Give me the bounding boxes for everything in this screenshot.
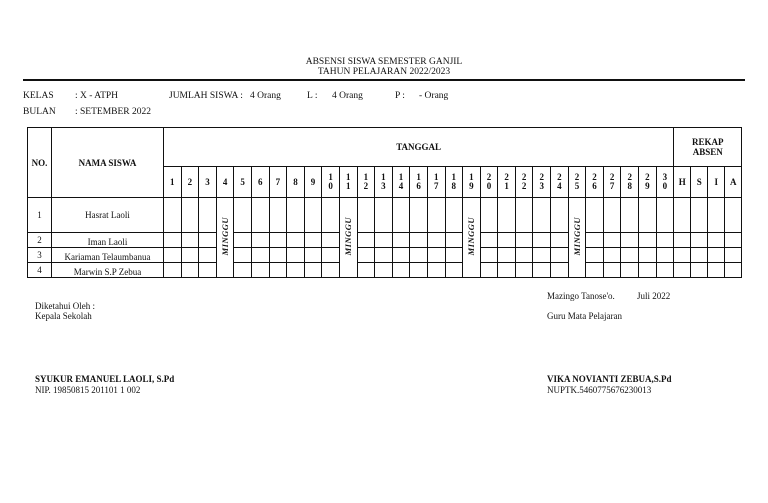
attendance-cell[interactable] — [639, 233, 657, 248]
day-digit: 2 — [627, 172, 632, 182]
attendance-cell[interactable] — [639, 198, 657, 233]
day-header — [181, 167, 199, 198]
day-header — [322, 167, 340, 198]
rekap-cell[interactable] — [691, 233, 708, 248]
day-digit: 2 — [592, 172, 597, 182]
day-digit: 9 — [310, 176, 316, 187]
day-digit: 1 — [170, 176, 175, 187]
day-header — [533, 167, 551, 198]
attendance-cell[interactable] — [410, 198, 428, 233]
day-header — [357, 167, 375, 198]
rekap-col-header: A — [725, 167, 742, 198]
day-digit: 1 — [363, 172, 369, 182]
attendance-cell[interactable] — [164, 248, 182, 263]
rekap-col-header: I — [708, 167, 725, 198]
day-header — [375, 167, 393, 198]
day-digit: 2 — [539, 172, 545, 182]
rekap-cell[interactable] — [691, 198, 708, 233]
rekap-cell[interactable] — [708, 248, 725, 263]
day-header — [463, 167, 481, 198]
day-digit: 1 — [469, 172, 474, 182]
day-digit: 8 — [627, 181, 632, 191]
student-name: Hasrat Laoli — [52, 198, 164, 233]
day-digit: 2 — [574, 172, 580, 182]
table-row — [28, 198, 742, 233]
attendance-cell[interactable] — [392, 233, 410, 248]
place-label: Mazingo Tanose'o. — [547, 291, 615, 301]
day-digit: 4 — [557, 181, 562, 191]
attendance-cell[interactable] — [498, 233, 516, 248]
day-digit: 5 — [240, 176, 245, 187]
kelas-label: KELAS — [23, 91, 54, 101]
attendance-cell[interactable] — [427, 263, 445, 278]
attendance-cell[interactable] — [533, 263, 551, 278]
attendance-cell[interactable] — [357, 198, 375, 233]
attendance-cell[interactable] — [269, 198, 287, 233]
day-header — [586, 167, 604, 198]
day-header — [287, 167, 305, 198]
attendance-cell[interactable] — [515, 263, 533, 278]
day-digit: 1 — [451, 172, 457, 182]
day-header — [427, 167, 445, 198]
attendance-cell[interactable] — [551, 198, 569, 233]
minggu-cell — [216, 198, 234, 278]
attendance-cell[interactable] — [375, 233, 393, 248]
attendance-cell[interactable] — [410, 263, 428, 278]
attendance-cell[interactable] — [656, 233, 674, 248]
attendance-cell[interactable] — [515, 233, 533, 248]
attendance-cell[interactable] — [251, 233, 269, 248]
day-digit: 1 — [398, 172, 404, 182]
minggu-label: MINGGU — [343, 217, 354, 256]
attendance-cell[interactable] — [199, 263, 217, 278]
attendance-cell[interactable] — [181, 248, 199, 263]
day-header — [410, 167, 428, 198]
table-row — [28, 248, 742, 263]
jumlah-siswa-value: 4 Orang — [250, 91, 281, 101]
rekap-col-header: S — [691, 167, 708, 198]
attendance-cell[interactable] — [392, 248, 410, 263]
day-header — [234, 167, 252, 198]
day-digit: 2 — [521, 172, 527, 182]
attendance-cell[interactable] — [164, 198, 182, 233]
rekap-cell[interactable] — [674, 198, 691, 233]
day-digit: 9 — [469, 181, 474, 191]
attendance-cell[interactable] — [234, 233, 252, 248]
attendance-cell[interactable] — [375, 263, 393, 278]
attendance-cell[interactable] — [427, 233, 445, 248]
day-header — [639, 167, 657, 198]
document-title: ABSENSI SISWA SEMESTER GANJIL — [305, 57, 463, 67]
attendance-cell[interactable] — [480, 198, 498, 233]
day-digit: 0 — [662, 181, 668, 191]
attendance-cell[interactable] — [603, 198, 621, 233]
attendance-cell[interactable] — [287, 233, 305, 248]
attendance-cell[interactable] — [357, 233, 375, 248]
day-digit: 6 — [416, 181, 421, 191]
day-digit: 1 — [345, 172, 351, 182]
attendance-cell[interactable] — [304, 198, 322, 233]
attendance-cell[interactable] — [251, 248, 269, 263]
day-header — [480, 167, 498, 198]
attendance-cell[interactable] — [164, 233, 182, 248]
attendance-cell[interactable] — [586, 263, 604, 278]
attendance-cell[interactable] — [480, 233, 498, 248]
student-no: 2 — [28, 233, 52, 248]
attendance-cell[interactable] — [621, 263, 639, 278]
attendance-cell[interactable] — [445, 233, 463, 248]
rekap-cell[interactable] — [725, 198, 742, 233]
day-header — [216, 167, 234, 198]
day-header — [339, 167, 357, 198]
day-header — [621, 167, 639, 198]
attendance-cell[interactable] — [304, 233, 322, 248]
attendance-cell[interactable] — [181, 233, 199, 248]
table-row — [28, 263, 742, 278]
day-header — [515, 167, 533, 198]
attendance-cell[interactable] — [498, 248, 516, 263]
attendance-cell[interactable] — [322, 248, 340, 263]
rekap-cell[interactable] — [674, 248, 691, 263]
header-divider — [23, 79, 745, 81]
student-name: Kariaman Telaumbanua — [52, 248, 164, 263]
attendance-cell[interactable] — [304, 248, 322, 263]
day-digit: 3 — [662, 172, 668, 182]
attendance-cell[interactable] — [533, 233, 551, 248]
day-digit: 4 — [398, 181, 404, 191]
day-digit: 2 — [645, 172, 650, 182]
day-digit: 1 — [328, 172, 333, 182]
attendance-table — [27, 127, 742, 278]
attendance-cell[interactable] — [164, 263, 182, 278]
day-digit: 1 — [416, 172, 421, 182]
attendance-cell[interactable] — [251, 198, 269, 233]
rekap-cell[interactable] — [674, 233, 691, 248]
attendance-cell[interactable] — [445, 248, 463, 263]
day-header — [199, 167, 217, 198]
attendance-cell[interactable] — [498, 263, 516, 278]
rekap-cell[interactable] — [708, 233, 725, 248]
attendance-cell[interactable] — [251, 263, 269, 278]
attendance-cell[interactable] — [322, 198, 340, 233]
attendance-cell[interactable] — [181, 198, 199, 233]
attendance-cell[interactable] — [199, 233, 217, 248]
day-digit: 3 — [539, 181, 545, 191]
attendance-cell[interactable] — [287, 198, 305, 233]
attendance-cell[interactable] — [304, 263, 322, 278]
bulan-label: BULAN — [23, 107, 56, 117]
day-digit: 2 — [486, 172, 492, 182]
day-digit: 5 — [574, 181, 580, 191]
attendance-cell[interactable] — [515, 248, 533, 263]
day-header — [568, 167, 586, 198]
attendance-cell[interactable] — [199, 198, 217, 233]
attendance-cell[interactable] — [533, 198, 551, 233]
rekap-label: REKAP — [691, 137, 724, 147]
day-header — [445, 167, 463, 198]
rekap-cell[interactable] — [674, 263, 691, 278]
rekap-cell[interactable] — [691, 263, 708, 278]
attendance-cell[interactable] — [480, 263, 498, 278]
day-header — [603, 167, 621, 198]
kelas-value: : X - ATPH — [75, 91, 119, 101]
attendance-cell[interactable] — [322, 263, 340, 278]
attendance-cell[interactable] — [269, 248, 287, 263]
attendance-cell[interactable] — [410, 248, 428, 263]
kepala-sekolah-label: Kepala Sekolah — [35, 311, 92, 321]
day-digit: 3 — [381, 181, 386, 191]
student-name: Marwin S.P Zebua — [52, 263, 164, 278]
attendance-cell[interactable] — [392, 198, 410, 233]
absen-label: ABSEN — [692, 147, 723, 157]
jumlah-siswa-label: JUMLAH SISWA : — [169, 91, 243, 101]
day-header — [551, 167, 569, 198]
attendance-cell[interactable] — [392, 263, 410, 278]
attendance-cell[interactable] — [586, 198, 604, 233]
day-digit: 1 — [345, 181, 351, 191]
attendance-cell[interactable] — [639, 248, 657, 263]
minggu-cell — [568, 198, 586, 278]
rekap-cell[interactable] — [691, 248, 708, 263]
day-header — [164, 167, 182, 198]
attendance-cell[interactable] — [603, 248, 621, 263]
day-digit: 3 — [205, 176, 210, 187]
attendance-cell[interactable] — [357, 248, 375, 263]
attendance-cell[interactable] — [410, 233, 428, 248]
attendance-cell[interactable] — [656, 198, 674, 233]
attendance-cell[interactable] — [375, 198, 393, 233]
attendance-cell[interactable] — [480, 248, 498, 263]
attendance-cell[interactable] — [551, 263, 569, 278]
nama-siswa-header: NAMA SISWA — [52, 128, 164, 198]
day-digit: 4 — [222, 176, 228, 187]
guru-name: VIKA NOVIANTI ZEBUA,S.Pd — [547, 374, 672, 384]
attendance-cell[interactable] — [427, 198, 445, 233]
minggu-label: MINGGU — [220, 217, 231, 256]
day-digit: 6 — [258, 176, 263, 187]
rekap-cell[interactable] — [725, 233, 742, 248]
day-digit: 8 — [451, 181, 457, 191]
minggu-label: MINGGU — [571, 217, 582, 256]
p-label: P : — [395, 91, 405, 101]
attendance-cell[interactable] — [515, 198, 533, 233]
day-digit: 1 — [381, 172, 386, 182]
day-digit: 7 — [275, 176, 281, 187]
rekap-absen-header — [674, 128, 742, 167]
attendance-cell[interactable] — [551, 248, 569, 263]
date-label: Juli 2022 — [637, 291, 671, 301]
guru-nuptk: NUPTK.5460775676230013 — [547, 385, 652, 395]
attendance-cell[interactable] — [199, 248, 217, 263]
table-row — [28, 233, 742, 248]
attendance-cell[interactable] — [287, 263, 305, 278]
rekap-cell[interactable] — [725, 263, 742, 278]
attendance-cell[interactable] — [586, 248, 604, 263]
day-digit: 2 — [557, 172, 562, 182]
attendance-cell[interactable] — [445, 198, 463, 233]
attendance-cell[interactable] — [621, 233, 639, 248]
day-digit: 7 — [433, 181, 439, 191]
kepala-sekolah-name: SYUKUR EMANUEL LAOLI, S.Pd — [35, 374, 175, 384]
kepala-sekolah-nip: NIP. 19850815 201101 1 002 — [35, 385, 141, 395]
day-header — [269, 167, 287, 198]
day-digit: 9 — [645, 181, 650, 191]
guru-role-label: Guru Mata Pelajaran — [547, 311, 622, 321]
day-digit: 2 — [609, 172, 615, 182]
day-header — [498, 167, 516, 198]
attendance-cell[interactable] — [287, 248, 305, 263]
attendance-cell[interactable] — [586, 233, 604, 248]
rekap-cell[interactable] — [708, 263, 725, 278]
attendance-cell[interactable] — [427, 248, 445, 263]
rekap-cell[interactable] — [725, 248, 742, 263]
document-subtitle: TAHUN PELAJARAN 2022/2023 — [317, 67, 451, 77]
attendance-cell[interactable] — [621, 248, 639, 263]
attendance-cell[interactable] — [639, 263, 657, 278]
attendance-cell[interactable] — [603, 263, 621, 278]
day-digit: 2 — [521, 181, 527, 191]
day-header — [656, 167, 674, 198]
attendance-cell[interactable] — [269, 233, 287, 248]
attendance-cell[interactable] — [269, 263, 287, 278]
attendance-cell[interactable] — [234, 263, 252, 278]
rekap-cell[interactable] — [708, 198, 725, 233]
bulan-value: : SETEMBER 2022 — [75, 107, 152, 117]
minggu-label: MINGGU — [466, 217, 477, 256]
attendance-cell[interactable] — [621, 198, 639, 233]
day-digit: 8 — [293, 176, 298, 187]
attendance-cell[interactable] — [656, 263, 674, 278]
day-digit: 7 — [609, 181, 615, 191]
attendance-cell[interactable] — [656, 248, 674, 263]
student-no: 1 — [28, 198, 52, 233]
day-digit: 1 — [433, 172, 439, 182]
no-header: NO. — [28, 128, 52, 198]
minggu-cell — [339, 198, 357, 278]
tanggal-header: TANGGAL — [164, 128, 674, 167]
day-digit: 0 — [486, 181, 492, 191]
day-header — [304, 167, 322, 198]
day-digit: 0 — [328, 181, 333, 191]
day-digit: 1 — [504, 181, 509, 191]
l-value: 4 Orang — [332, 91, 363, 101]
day-header — [392, 167, 410, 198]
attendance-cell[interactable] — [445, 263, 463, 278]
l-label: L : — [307, 91, 318, 101]
attendance-cell[interactable] — [375, 248, 393, 263]
student-no: 4 — [28, 263, 52, 278]
attendance-cell[interactable] — [181, 263, 199, 278]
day-digit: 2 — [504, 172, 509, 182]
student-name: Iman Laoli — [52, 233, 164, 248]
attendance-cell[interactable] — [234, 248, 252, 263]
day-digit: 2 — [363, 181, 369, 191]
attendance-cell[interactable] — [533, 248, 551, 263]
p-value: - Orang — [419, 91, 449, 101]
attendance-cell[interactable] — [357, 263, 375, 278]
attendance-cell[interactable] — [551, 233, 569, 248]
day-digit: 2 — [187, 176, 193, 187]
student-no: 3 — [28, 248, 52, 263]
minggu-cell — [463, 198, 481, 278]
attendance-cell[interactable] — [234, 198, 252, 233]
diketahui-label: Diketahui Oleh : — [35, 301, 95, 311]
attendance-cell[interactable] — [603, 233, 621, 248]
rekap-col-header: H — [674, 167, 691, 198]
attendance-cell[interactable] — [498, 198, 516, 233]
attendance-cell[interactable] — [322, 233, 340, 248]
day-digit: 6 — [592, 181, 597, 191]
day-header — [251, 167, 269, 198]
